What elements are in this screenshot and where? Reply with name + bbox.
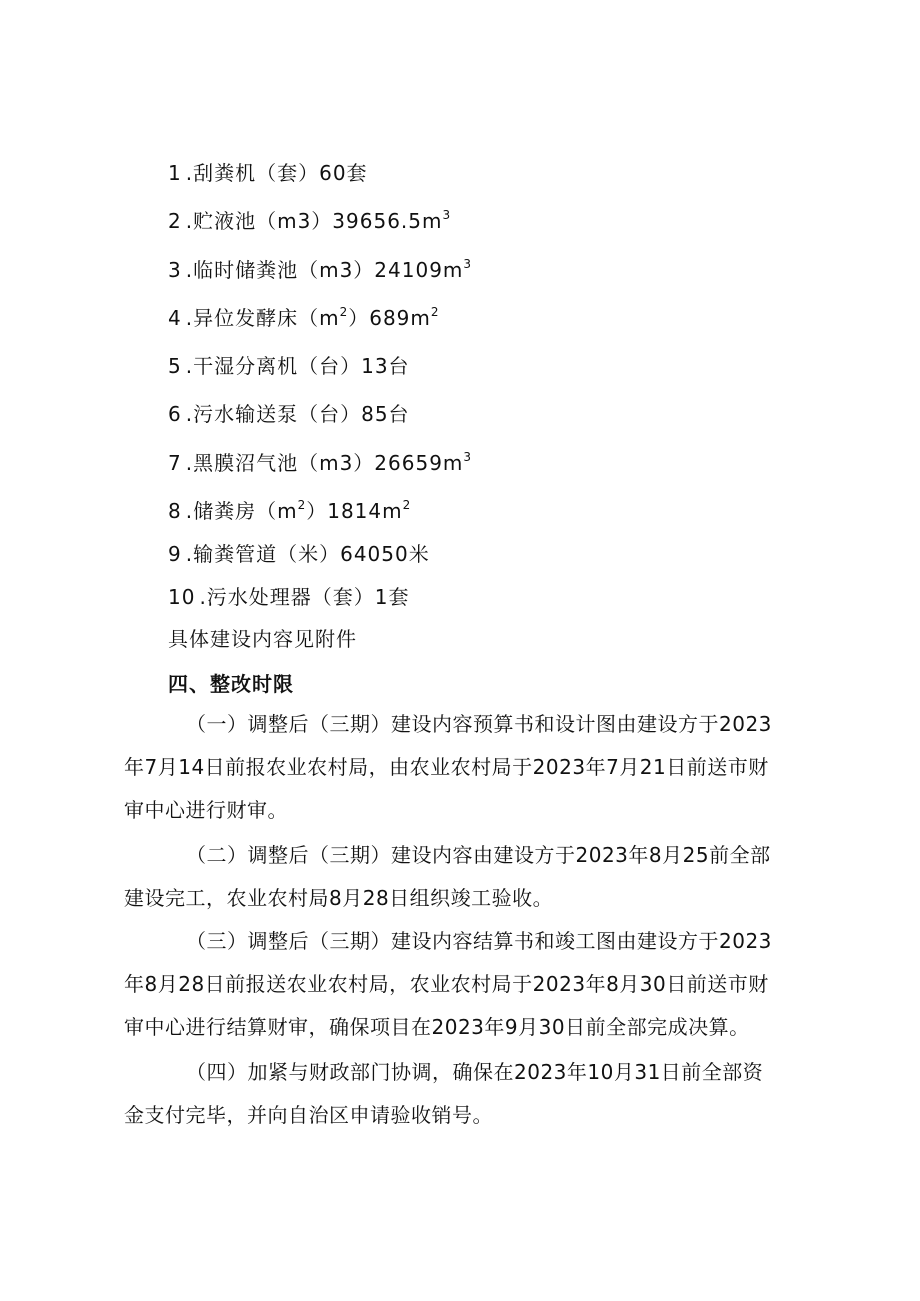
list-item-10 — [168, 584, 410, 610]
superscript: 2 — [430, 305, 440, 319]
list-item-number: 10 — [168, 585, 196, 609]
list-item-7 — [168, 450, 472, 476]
list-item-number: 2 — [168, 209, 182, 233]
paragraph-line: （二）调整后（三期）建设内容由建设方于2023年8月25前全部 — [186, 843, 771, 867]
attachment-note: 具体建设内容见附件 — [168, 627, 357, 651]
list-item-9 — [168, 541, 430, 567]
superscript: 3 — [442, 208, 452, 222]
list-item-number: 3 — [168, 258, 182, 282]
superscript: 3 — [463, 257, 473, 271]
section-heading: 四、整改时限 — [168, 672, 294, 696]
list-item-label: .污水输送泵（台）85台 — [185, 402, 410, 426]
list-item-label: .储粪房（m — [185, 499, 298, 523]
superscript: 2 — [297, 498, 307, 512]
list-item-2 — [168, 208, 451, 234]
superscript: 2 — [402, 498, 412, 512]
paragraph-line: 建设完工，农业农村局8月28日组织竣工验收。 — [124, 886, 554, 910]
paragraph-3 — [124, 920, 816, 1049]
list-item-label: .黑膜沼气池（m3）26659m — [185, 451, 464, 475]
paragraph-line: （四）加紧与财政部门协调，确保在2023年10月31日前全部资 — [186, 1060, 764, 1084]
list-item-number: 4 — [168, 306, 182, 330]
list-item-1 — [168, 160, 368, 186]
paragraph-line: 年7月14日前报农业农村局，由农业农村局于2023年7月21日前送市财 — [124, 755, 769, 779]
list-item-label: .污水处理器（套）1套 — [199, 585, 410, 609]
list-item-label: .干湿分离机（台）13台 — [185, 354, 410, 378]
paragraph-line: （一）调整后（三期）建设内容预算书和设计图由建设方于2023 — [186, 712, 772, 736]
list-item-label: .输粪管道（米）64050米 — [185, 542, 430, 566]
list-item-number: 5 — [168, 354, 182, 378]
superscript: 2 — [339, 305, 349, 319]
list-item-number: 8 — [168, 499, 182, 523]
list-item-number: 1 — [168, 161, 182, 185]
list-item-number: 9 — [168, 542, 182, 566]
paragraph-1 — [124, 703, 816, 832]
paragraph-line: 年8月28日前报送农业农村局，农业农村局于2023年8月30日前送市财 — [124, 972, 769, 996]
paragraph-4 — [124, 1051, 816, 1137]
list-item-8 — [168, 498, 411, 524]
list-item-label: .贮液池（m3）39656.5m — [185, 209, 443, 233]
list-item-label: .临时储粪池（m3）24109m — [185, 258, 464, 282]
paragraph-line: 审中心进行结算财审，确保项目在2023年9月30日前全部完成决算。 — [124, 1015, 750, 1039]
paragraph-2 — [124, 834, 816, 920]
list-item-label-continued: ）1814m — [306, 499, 403, 523]
list-item-label: .刮粪机（套）60套 — [185, 161, 368, 185]
paragraph-line: （三）调整后（三期）建设内容结算书和竣工图由建设方于2023 — [186, 929, 772, 953]
list-item-6 — [168, 401, 410, 427]
superscript: 3 — [463, 450, 473, 464]
list-item-label-continued: ）689m — [348, 306, 431, 330]
list-item-5 — [168, 353, 410, 379]
list-item-label: .异位发酵床（m — [185, 306, 340, 330]
paragraph-line: 金支付完毕，并向自治区申请验收销号。 — [124, 1103, 493, 1127]
list-item-3 — [168, 257, 472, 283]
list-item-number: 7 — [168, 451, 182, 475]
paragraph-line: 审中心进行财审。 — [124, 798, 288, 822]
list-item-4 — [168, 305, 440, 331]
list-item-number: 6 — [168, 402, 182, 426]
